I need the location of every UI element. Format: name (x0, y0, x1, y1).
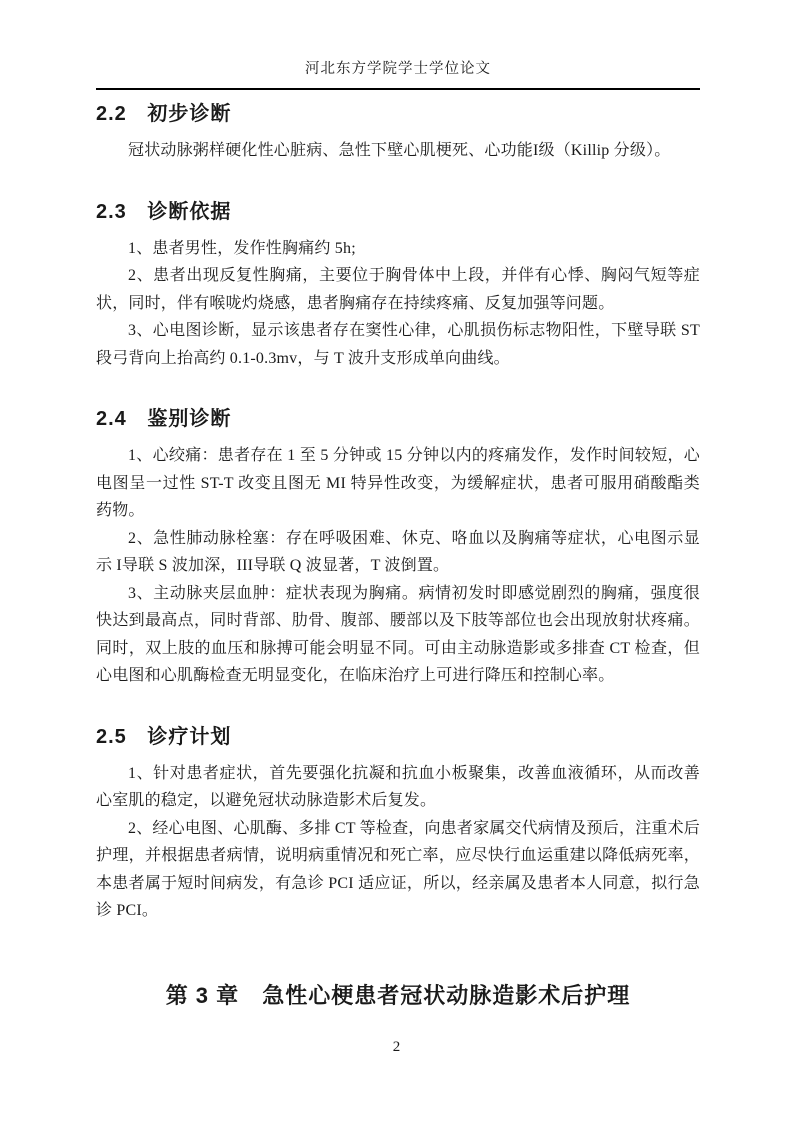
page-footer (0, 1039, 793, 1056)
paragraph: 3、主动脉夹层血肿：症状表现为胸痛。病情初发时即感觉剧烈的胸痛，强度很快达到最高点，同时背部、肋骨、腹部、腰部以及下肢等部位也会出现放射状疼痛。同时，双上肢的血压和脉搏可能会明显不同。可由主动脉造影或多排查 CT 检查，但心电图和心肌酶检查无明显变化，在临床治疗上可进行降压和控制心率。 (96, 584, 700, 684)
section-number: 2.3 (96, 200, 127, 223)
section-heading-2-2 (96, 101, 700, 127)
paragraph: 1、针对患者症状，首先要强化抗凝和抗血小板聚集，改善血液循环，从而改善心室肌的稳定，以避免冠状动脉造影术后复发。 (96, 764, 700, 809)
page-body (0, 101, 793, 1011)
section-title: 诊断依据 (147, 200, 232, 223)
section-title: 初步诊断 (147, 103, 232, 125)
chapter-number: 第 3 章 (165, 982, 240, 1008)
paragraph: 2、经心电图、心肌酶、多排 CT 等检查，向患者家属交代病情及预后，注重术后护理，并根据患者病情，说明病重情况和死亡率，应尽快行血运重建以降低病死率，本患者属于短时间病发，有急诊 PCI 适应证，所以，经亲属及患者本人同意，拟行急诊 PCI。 (96, 819, 700, 919)
chapter-title: 急性心梗患者冠状动脉造影术后护理 (262, 982, 631, 1008)
paragraph: 1、患者男性，发作性胸痛约 5h; (128, 239, 356, 257)
section-number: 2.5 (96, 725, 127, 748)
section-heading-2-5 (96, 724, 700, 750)
section-title: 诊疗计划 (147, 725, 232, 748)
chapter-heading (96, 981, 700, 1011)
paragraph: 2、患者出现反复性胸痛，主要位于胸骨体中上段，并伴有心悸、胸闷气短等症状，同时，伴有喉咙灼烧感，患者胸痛存在持续疼痛、反复加强等问题。 (96, 267, 700, 312)
running-head: 河北东方学院学士学位论文 (96, 0, 700, 90)
section-number: 2.4 (96, 408, 127, 430)
paragraph: 1、心绞痛：患者存在 1 至 5 分钟或 15 分钟以内的疼痛发作，发作时间较短，心电图呈一过性 ST-T 改变且图无 MI 特异性改变，为缓解症状，患者可服用硝酸酯类药物。 (96, 447, 700, 519)
section-heading-2-3 (96, 199, 700, 225)
section-number: 2.2 (96, 103, 127, 125)
paragraph: 2、急性肺动脉栓塞：存在呼吸困难、休克、咯血以及胸痛等症状，心电图示显示 I导联 S 波加深，III导联 Q 波显著，T 波倒置。 (96, 529, 700, 574)
section-title: 鉴别诊断 (147, 408, 232, 430)
page-number: 2 (392, 1039, 401, 1055)
section-heading-2-4 (96, 406, 700, 432)
paragraph: 冠状动脉粥样硬化性心脏病、急性下壁心肌梗死、心功能I级（Killip 分级）。 (128, 142, 671, 159)
paragraph: 3、心电图诊断，显示该患者存在窦性心律，心肌损伤标志物阳性，下壁导联 ST 段弓背向上抬高约 0.1-0.3mv，与 T 波升支形成单向曲线。 (96, 322, 700, 367)
